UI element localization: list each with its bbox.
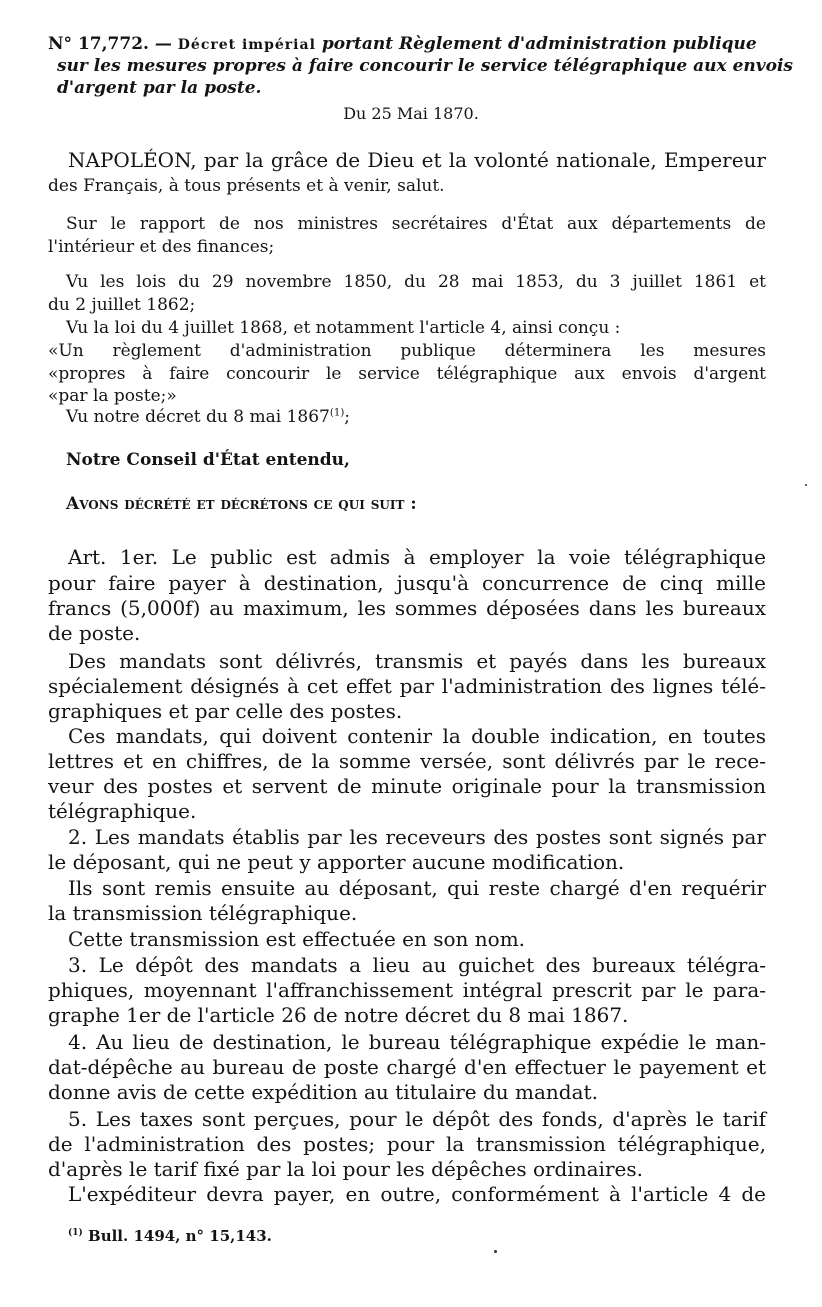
vu-lois-line-2: du 2 juillet 1862; — [48, 295, 196, 315]
article-2-par2-line-2: la transmission télégraphique. — [48, 901, 358, 925]
decree-number: N° 17,772. — [48, 34, 149, 54]
article-3-line-1: 3. Le dépôt des mandats a lieu au guichet des bureaux télégra- — [68, 953, 766, 977]
article-1-line-3: francs (5,000f) au maximum, les sommes déposées dans les bureaux — [48, 596, 766, 620]
footnote — [68, 1227, 272, 1245]
rapport-line-1: Sur le rapport de nos ministres secrétaires d'État aux départements de — [66, 214, 766, 234]
article-1-par3-line-1: Ces mandats, qui doivent contenir la double indication, en toutes — [68, 724, 766, 748]
vu-decret-line — [66, 407, 350, 427]
article-1-line-2: pour faire payer à destination, jusqu'à concurrence de cinq mille — [48, 571, 766, 595]
napoleon-line-1: NAPOLÉON, par la grâce de Dieu et la volonté nationale, Empereur — [68, 148, 766, 172]
article-4-line-1: 4. Au lieu de destination, le bureau télégraphique expédie le man- — [68, 1030, 766, 1054]
print-speck — [494, 1250, 497, 1253]
print-speck — [805, 484, 807, 486]
conseil-etat-line: Notre Conseil d'État entendu, — [66, 450, 350, 470]
vu-lois-line-1: Vu les lois du 29 novembre 1850, du 28 mai 1853, du 3 juillet 1861 et — [66, 272, 766, 292]
avons-decrete-line: Avons décrété et décrétons ce qui suit : — [66, 494, 417, 514]
vu-decret-end: ; — [344, 407, 351, 427]
article-1-par2-line-2: spécialement désignés à cet effet par l'administration des lignes télé- — [48, 674, 766, 698]
article-5-par2-line-1: L'expéditeur devra payer, en outre, conformément à l'article 4 de — [68, 1182, 766, 1206]
footnote-reference: (1) — [329, 407, 345, 419]
article-1-par2-line-3: graphiques et par celle des postes. — [48, 699, 403, 723]
article-2-line-1: 2. Les mandats établis par les receveurs des postes sont signés par — [68, 825, 766, 849]
decree-title-line-3: d'argent par la poste. — [57, 78, 262, 98]
footnote-text: Bull. 1494, n° 15,143. — [88, 1227, 272, 1245]
article-1-line-1: Art. 1er. Le public est admis à employer la voie télégraphique — [68, 545, 766, 569]
quote-line-3: «par la poste;» — [48, 386, 177, 406]
article-5-line-1: 5. Les taxes sont perçues, pour le dépôt des fonds, d'après le tarif — [68, 1107, 766, 1131]
article-2-par2-line-1: Ils sont remis ensuite au déposant, qui reste chargé d'en requérir — [68, 876, 766, 900]
quote-line-2: «propres à faire concourir le service télégraphique aux envois d'argent — [48, 364, 766, 384]
vu-decret-text: Vu notre décret du 8 mai 1867 — [66, 407, 330, 427]
article-4-line-3: donne avis de cette expédition au titulaire du mandat. — [48, 1080, 598, 1104]
article-5-line-2: de l'administration des postes; pour la transmission télégraphique, — [48, 1132, 766, 1156]
article-1-par3-line-4: télégraphique. — [48, 799, 197, 823]
article-1-par2-line-1: Des mandats sont délivrés, transmis et payés dans les bureaux — [68, 649, 766, 673]
article-1-par3-line-2: lettres et en chiffres, de la somme versée, sont délivrés par le rece- — [48, 749, 766, 773]
article-3-line-3: graphe 1er de l'article 26 de notre décret du 8 mai 1867. — [48, 1003, 629, 1027]
decree-type: Décret impérial — [177, 37, 316, 53]
decree-header-line-1 — [48, 34, 767, 54]
rapport-line-2: l'intérieur et des finances; — [48, 237, 275, 257]
header-dash: — — [154, 34, 172, 54]
article-4-line-2: dat-dépêche au bureau de poste chargé d'en effectuer le payement et — [48, 1055, 766, 1079]
article-1-line-4: de poste. — [48, 621, 141, 645]
article-5-line-3: d'après le tarif fixé par la loi pour les dépêches ordinaires. — [48, 1157, 643, 1181]
vu-loi-1868: Vu la loi du 4 juillet 1868, et notamment l'article 4, ainsi conçu : — [66, 318, 621, 338]
footnote-mark: (1) — [68, 1228, 83, 1238]
article-2-line-2: le déposant, qui ne peut y apporter aucune modification. — [48, 850, 625, 874]
decree-date: Du 25 Mai 1870. — [343, 104, 479, 123]
napoleon-line-2: des Français, à tous présents et à venir, salut. — [48, 176, 445, 196]
article-1-par3-line-3: veur des postes et servent de minute originale pour la transmission — [48, 774, 766, 798]
decree-title-line-2: sur les mesures propres à faire concourir le service télégraphique aux envois — [57, 56, 793, 76]
article-2-par3-line-1: Cette transmission est effectuée en son nom. — [68, 927, 526, 951]
quote-line-1: «Un règlement d'administration publique déterminera les mesures — [48, 341, 766, 361]
article-3-line-2: phiques, moyennant l'affranchissement intégral prescrit par le para- — [48, 978, 766, 1002]
decree-title-line-1: portant Règlement d'administration publique — [321, 34, 757, 54]
